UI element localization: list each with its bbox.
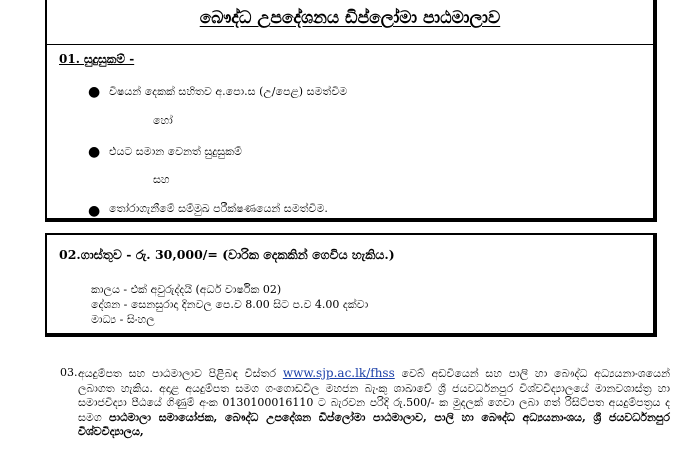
bullet-icon: ● bbox=[88, 203, 101, 219]
paragraph-number: 03. bbox=[60, 366, 78, 379]
qualifications-heading: 01. සුදුසුකම් - bbox=[59, 52, 135, 66]
fee-box bbox=[45, 233, 657, 337]
paragraph-text-a: අයදුම්පත සහ පාඨමාලාව පිළිබඳ විස්තර bbox=[78, 367, 283, 380]
connector-and: සහ bbox=[153, 173, 170, 186]
duration-line: කාලය - එක් අවුරුද්දයි (අර්ධ වාර්ෂික 02) bbox=[91, 283, 282, 296]
title-divider bbox=[47, 44, 653, 45]
paragraph-bold-address: පාඨමාලා සමායෝජක, බෞද්ධ උපදේශන ඩිප්ලෝමා පාඨමාලාව, පාලි හා බෞද්ධ අධ්‍යයනාංශය, ශ්‍රී ජයවර්ධනපුර විශ්වවිද්‍යාලය, bbox=[78, 410, 670, 438]
qualification-item-2: එයට සමාන වෙනත් සුදුසුකම් bbox=[109, 145, 242, 158]
connector-or: හෝ bbox=[153, 114, 173, 127]
fee-heading: 02.ගාස්තුව - රු. 30,000/= (වාරික දෙකකින් ගෙවිය හැකිය.) bbox=[59, 247, 395, 262]
qualification-item-1: විෂයන් දෙකක් සහිතව අ.පො.ස (උ/පෙළ) සමත්වීම bbox=[109, 85, 348, 98]
lectures-line: දේශන - සෙනසුරාදා දිනවල පෙ.ව 8.00 සිට ප.ව 4.00 දක්වා bbox=[91, 298, 369, 311]
page-title: බෞද්ධ උපදේශනය ඩිප්ලෝමා පාඨමාලාව bbox=[199, 8, 501, 28]
medium-line: මාධ්‍ය - සිංහල bbox=[91, 313, 155, 326]
paragraph-text-b: වෙබ් අඩවියෙන් සහ පාලි හා බෞද්ධ අධ්‍යයනාංශයෙන් ලබාගත හැකිය. අදාළ අයදුම්පත සමග ගංගොඩවිල මහජන බැංකු ශාඛාවේ ශ්‍රී ජයවර්ධනපුර විශ්වවිද්‍යාලයේ මානවශාස්ත්‍ර හා සමාජවිද්‍යා පීඨයේ ගිණුම් අංක 0130100016110 ට බැරවන පරිදි රු.500/- ක මුදලක් ගෙවා ලබා ගත් රිසිට්පත අයදුම්පත්‍රය ද සමග bbox=[78, 367, 671, 424]
qualification-item-3: තෝරාගැනීමේ සම්මුඛ පරීක්ෂණයෙන් සමත්වීම. bbox=[109, 202, 328, 215]
bullet-icon: ● bbox=[88, 84, 101, 100]
qualifications-box bbox=[45, 0, 657, 222]
application-paragraph bbox=[60, 366, 670, 440]
bullet-icon: ● bbox=[88, 144, 101, 160]
website-link[interactable]: www.sjp.ac.lk/fhss bbox=[282, 366, 395, 380]
